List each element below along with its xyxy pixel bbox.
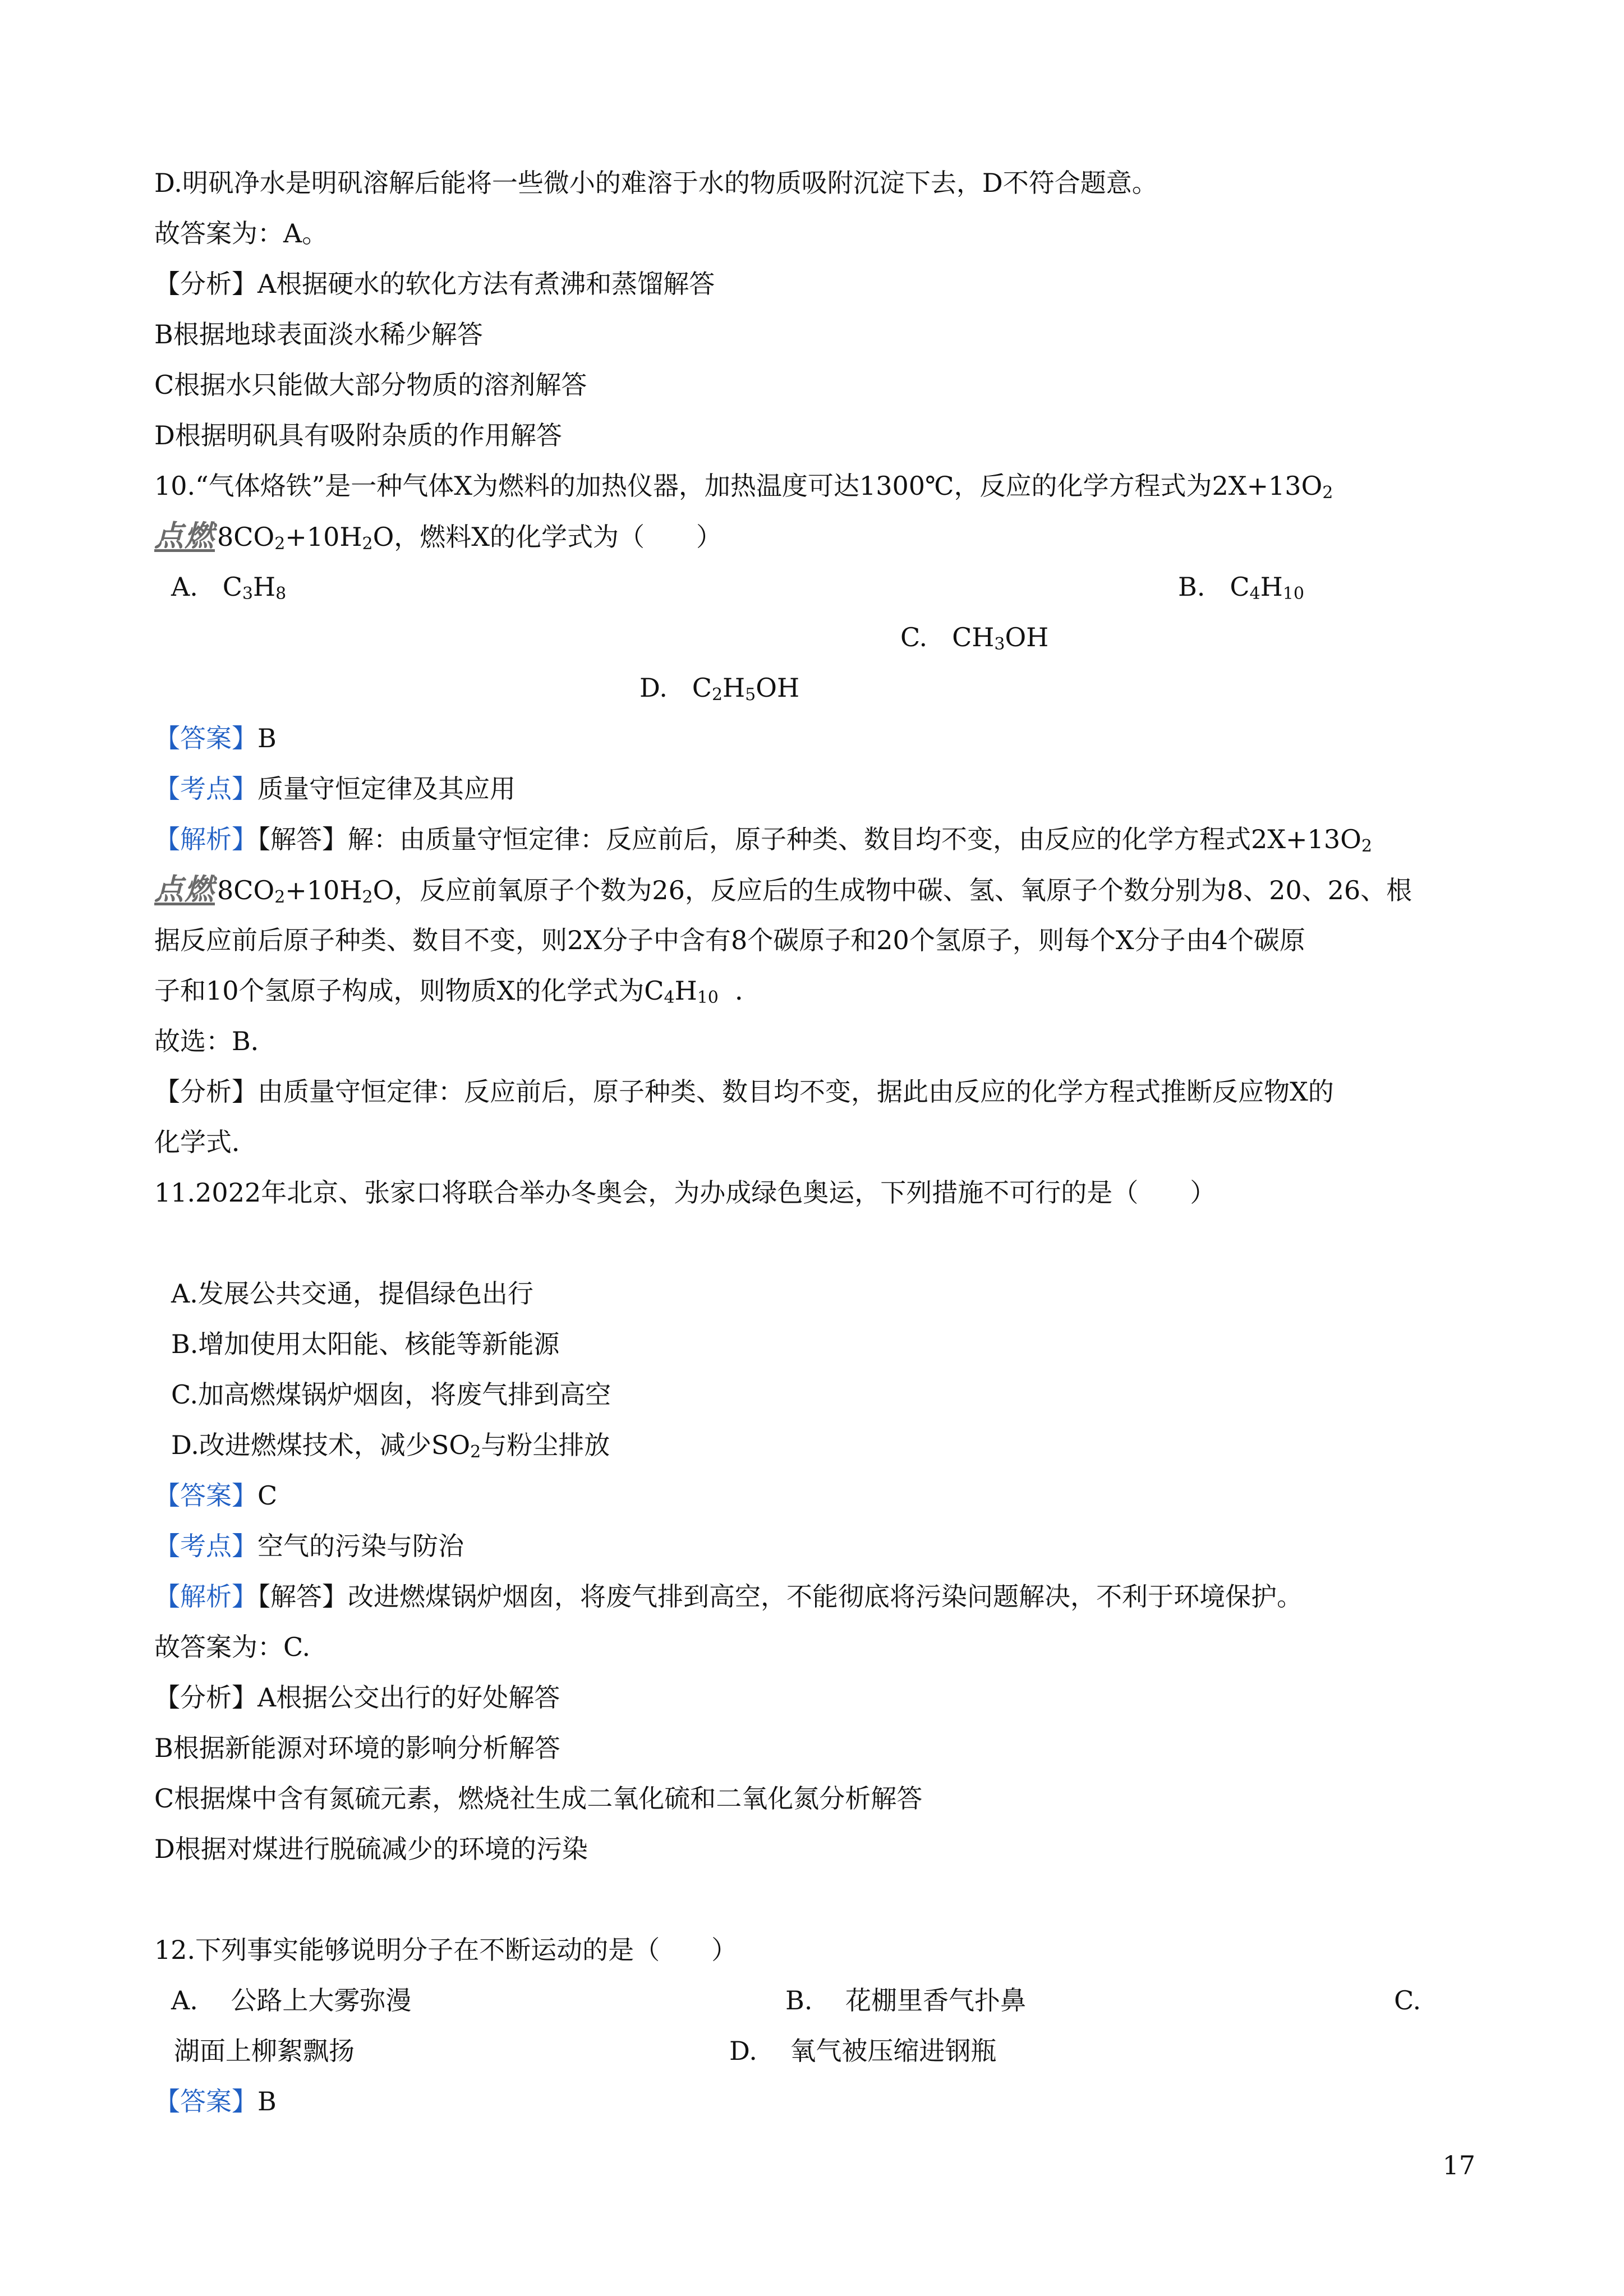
subscript: 4	[1249, 584, 1260, 604]
analysis-text: O，反应前氧原子个数为26，反应后的生成物中碳、氢、氧原子个数分别为8、20、26、根	[372, 875, 1413, 905]
fenxi-tag: 【分析】	[154, 1076, 257, 1107]
formula-part: OH	[756, 673, 800, 703]
topic-tag: 【考点】	[154, 1531, 257, 1561]
q10-topic	[154, 772, 516, 806]
formula-part: +10H	[285, 875, 362, 905]
subscript: 8	[275, 584, 287, 604]
option-label: D.	[640, 673, 668, 703]
q9-option-d-explanation: D.明矾净水是明矾溶解后能将一些微小的难溶于水的物质吸附沉淀下去，D不符合题意。	[154, 168, 1158, 198]
q9-answer: 故答案为：A。	[154, 218, 328, 249]
formula-part: C	[1230, 572, 1250, 602]
subscript: 10	[1282, 584, 1304, 604]
q10-fenxi-line1	[154, 1075, 1334, 1108]
formula-part: C	[692, 673, 712, 703]
subscript: 10	[697, 988, 719, 1007]
fenxi-text: 由质量守恒定律：反应前后，原子种类、数目均不变，据此由反应的化学方程式推断反应物X的	[257, 1076, 1334, 1107]
subscript: 2	[1361, 836, 1372, 856]
q11-choice: 故答案为：C.	[154, 1632, 311, 1662]
q12-option-d	[729, 2034, 996, 2068]
analysis-text: ．	[735, 976, 761, 1006]
answer-tag: 【答案】	[154, 2086, 257, 2116]
topic-tag: 【考点】	[154, 774, 257, 804]
q12-option-c-label: C.	[1394, 1985, 1421, 2016]
q9-analysis-c: C根据水只能做大部分物质的溶剂解答	[154, 370, 587, 400]
q10-analysis-line1	[154, 822, 1372, 856]
q11-option-d	[171, 1428, 610, 1462]
formula-part: O，燃料X的化学式为（ ）	[372, 522, 723, 552]
fenxi-text: A根据公交出行的好处解答	[257, 1682, 560, 1713]
subscript: 2	[1322, 483, 1333, 503]
ignite-condition-label: 点燃	[154, 519, 215, 553]
subscript: 2	[362, 534, 373, 554]
analysis-tag: 【解析】	[154, 1581, 257, 1612]
formula-part: H	[723, 673, 746, 703]
formula-part: CH	[952, 622, 995, 652]
q10-answer	[154, 721, 277, 755]
q12-option-c-text: 湖面上柳絮飘扬	[174, 2036, 355, 2066]
analysis-text: 【解答】解：由质量守恒定律：反应前后，原子种类、数目均不变，由反应的化学方程式2X+13O	[257, 824, 1361, 854]
answer-value: C	[257, 1480, 278, 1511]
q11-option-a: A.发展公共交通，提倡绿色出行	[171, 1278, 533, 1309]
subscript: 2	[711, 685, 723, 705]
q12-answer	[154, 2085, 277, 2118]
formula-part: +10H	[285, 522, 362, 552]
q10-stem-text: 10.“气体烙铁”是一种气体X为燃料的加热仪器，加热温度可达1300℃，反应的化学方程式为2X+13O	[154, 471, 1323, 501]
formula-part: 8CO	[217, 522, 275, 552]
option-text: 与粉尘排放	[481, 1430, 610, 1460]
answer-value: B	[257, 723, 277, 753]
option-label: B.	[1178, 572, 1206, 602]
q9-analysis	[154, 267, 715, 301]
option-label: A.	[171, 572, 198, 602]
q10-analysis-line4	[154, 974, 761, 1007]
q10-stem-line2	[154, 519, 722, 554]
q11-fenxi-d: D根据对煤进行脱硫减少的环境的污染	[154, 1834, 588, 1864]
subscript: 4	[664, 988, 675, 1007]
fenxi-tag: 【分析】	[154, 1682, 257, 1713]
page-number: 17	[1442, 2150, 1475, 2180]
q10-analysis-line2	[154, 873, 1412, 907]
q11-option-c: C.加高燃煤锅炉烟囱，将废气排到高空	[171, 1379, 611, 1410]
formula-part: OH	[1005, 622, 1049, 652]
subscript: 3	[242, 584, 254, 604]
q11-fenxi-a	[154, 1681, 560, 1714]
q12-stem: 12.下列事实能够说明分子在不断运动的是（ ）	[154, 1935, 738, 1965]
formula-part: H	[674, 976, 697, 1006]
analysis-text: A根据硬水的软化方法有煮沸和蒸馏解答	[257, 269, 715, 299]
q12-option-b	[785, 1984, 1026, 2017]
option-text: 公路上大雾弥漫	[231, 1985, 412, 2016]
option-text: 花棚里香气扑鼻	[845, 1985, 1026, 2016]
topic-text: 质量守恒定律及其应用	[257, 774, 516, 804]
q11-topic	[154, 1529, 464, 1563]
formula-part: C	[222, 572, 242, 602]
answer-tag: 【答案】	[154, 723, 257, 753]
analysis-tag: 【解析】	[154, 824, 257, 854]
q10-option-b	[1178, 570, 1304, 604]
analysis-text: 子和10个氢原子构成，则物质X的化学式为C	[154, 976, 664, 1006]
q12-option-a	[171, 1984, 411, 2017]
subscript: 2	[362, 887, 373, 907]
subscript: 3	[994, 634, 1005, 654]
analysis-tag: 【分析】	[154, 269, 257, 299]
q10-option-d	[640, 671, 799, 705]
subscript: 2	[274, 887, 286, 907]
answer-value: B	[257, 2086, 277, 2116]
q9-analysis-d: D根据明矾具有吸附杂质的作用解答	[154, 420, 562, 450]
option-label: D.	[729, 2036, 757, 2066]
subscript: 2	[274, 534, 286, 554]
q10-option-c	[900, 620, 1048, 654]
q11-fenxi-b: B根据新能源对环境的影响分析解答	[154, 1733, 560, 1763]
analysis-text: 【解答】改进燃煤锅炉烟囱，将废气排到高空，不能彻底将污染问题解决，不利于环境保护。	[257, 1581, 1303, 1612]
option-text: D.改进燃煤技术，减少SO	[171, 1430, 471, 1460]
formula-part: H	[253, 572, 276, 602]
q11-fenxi-c: C根据煤中含有氮硫元素，燃烧社生成二氧化硫和二氧化氮分析解答	[154, 1783, 923, 1814]
q10-choice: 故选：B．	[154, 1026, 277, 1056]
subscript: 2	[470, 1442, 481, 1462]
q11-stem: 11.2022年北京、张家口将联合举办冬奥会，为办成绿色奥运，下列措施不可行的是（ ）	[154, 1177, 1216, 1208]
q10-option-a	[171, 570, 286, 604]
subscript: 5	[745, 685, 756, 705]
formula-part: 8CO	[217, 875, 275, 905]
q11-option-b: B.增加使用太阳能、核能等新能源	[171, 1329, 560, 1359]
q10-stem-line1	[154, 469, 1333, 503]
option-text: 氧气被压缩进钢瓶	[790, 2036, 997, 2066]
q11-answer	[154, 1479, 277, 1512]
q10-fenxi-line2: 化学式．	[154, 1127, 257, 1157]
q10-analysis-line3: 据反应前后原子种类、数目不变，则2X分子中含有8个碳原子和20个氢原子，则每个X分子由4个碳原	[154, 925, 1305, 955]
formula-part: H	[1260, 572, 1283, 602]
q9-analysis-b: B根据地球表面淡水稀少解答	[154, 319, 483, 349]
q11-analysis	[154, 1580, 1303, 1613]
answer-tag: 【答案】	[154, 1480, 257, 1511]
option-label: B.	[785, 1985, 813, 2016]
ignite-condition-label: 点燃	[154, 873, 215, 907]
option-label: C.	[900, 622, 928, 652]
option-label: A.	[171, 1985, 198, 2016]
topic-text: 空气的污染与防治	[257, 1531, 464, 1561]
